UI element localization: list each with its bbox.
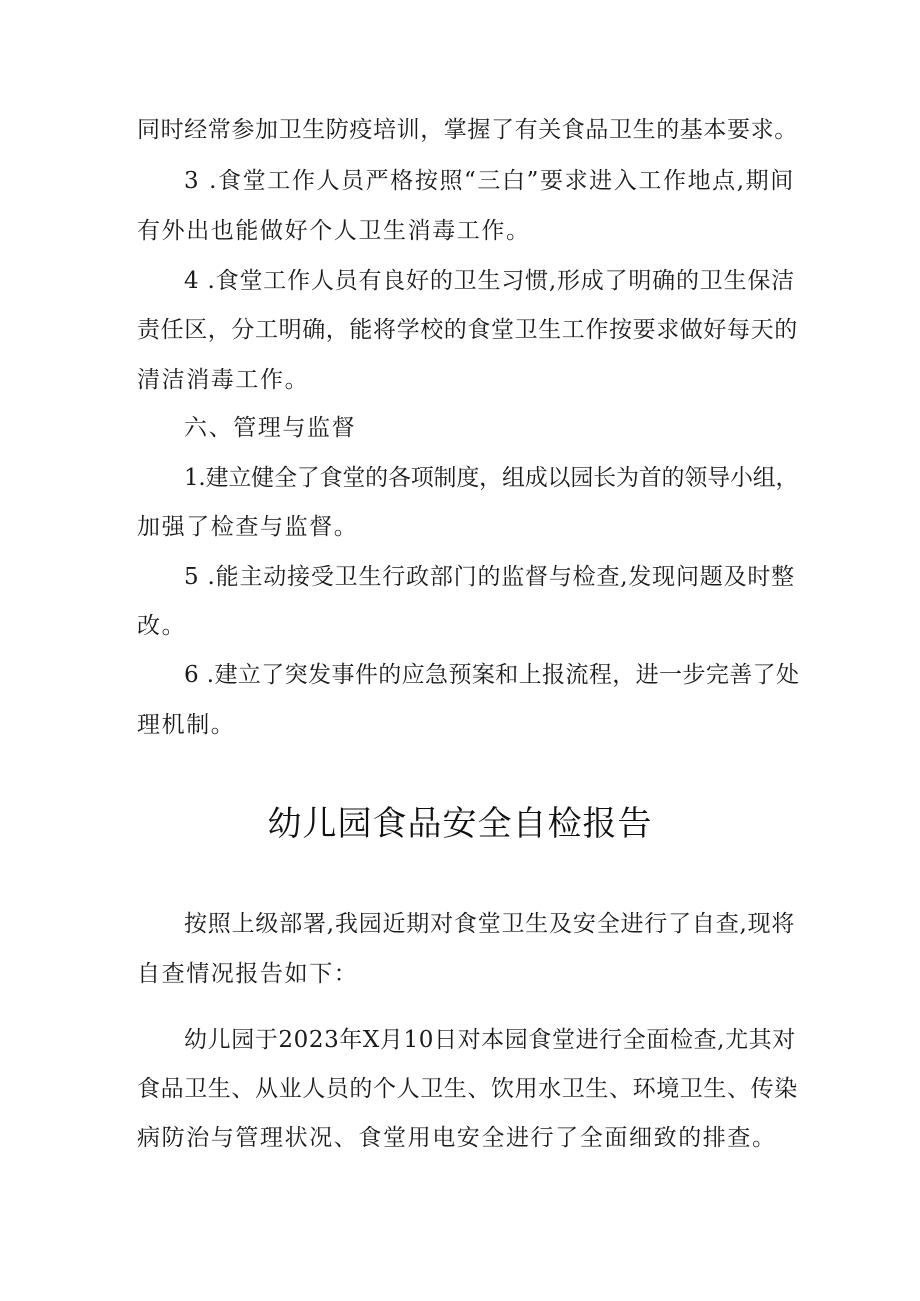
paragraph-line: 有外出也能做好个人卫生消毒工作。 [137,218,531,244]
paragraph-line: 理机制。 [137,712,236,738]
report-title: 幼儿园食品安全自检报告 [267,804,653,844]
paragraph-line: 3 .食堂工作人员严格按照“三白”要求进入工作地点,期间 [184,168,795,194]
paragraph-line: 5 .能主动接受卫生行政部门的监督与检查,发现问题及时整 [184,564,795,590]
paragraph-line: 同时经常参加卫生防疫培训，掌握了有关食品卫生的基本要求。 [137,117,798,143]
paragraph-line: 食品卫生、从业人员的个人卫生、饮用水卫生、环境卫生、传染 [137,1076,798,1102]
paragraph-line: 1.建立健全了食堂的各项制度，组成以园长为首的领导小组， [184,465,799,491]
paragraph-line: 清洁消毒工作。 [137,367,310,393]
paragraph-line: 责任区，分工明确，能将学校的食堂卫生工作按要求做好每天的 [137,317,798,343]
section-heading: 六、管理与监督 [184,415,357,441]
paragraph-line: 按照上级部署,我园近期对食堂卫生及安全进行了自查,现将 [184,911,796,937]
paragraph-line: 加强了检查与监督。 [137,514,359,540]
paragraph-line: 4 .食堂工作人员有良好的卫生习惯,形成了明确的卫生保洁 [184,268,795,294]
paragraph-line: 6 .建立了突发事件的应急预案和上报流程，进一步完善了处 [184,662,800,688]
paragraph-line: 改。 [137,613,187,639]
paragraph-line: 自查情况报告如下： [137,961,359,987]
paragraph-line: 病防治与管理状况、食堂用电安全进行了全面细致的排查。 [137,1125,777,1151]
paragraph-line: 幼儿园于2023年X月10日对本园食堂进行全面检查,尤其对 [184,1027,796,1053]
